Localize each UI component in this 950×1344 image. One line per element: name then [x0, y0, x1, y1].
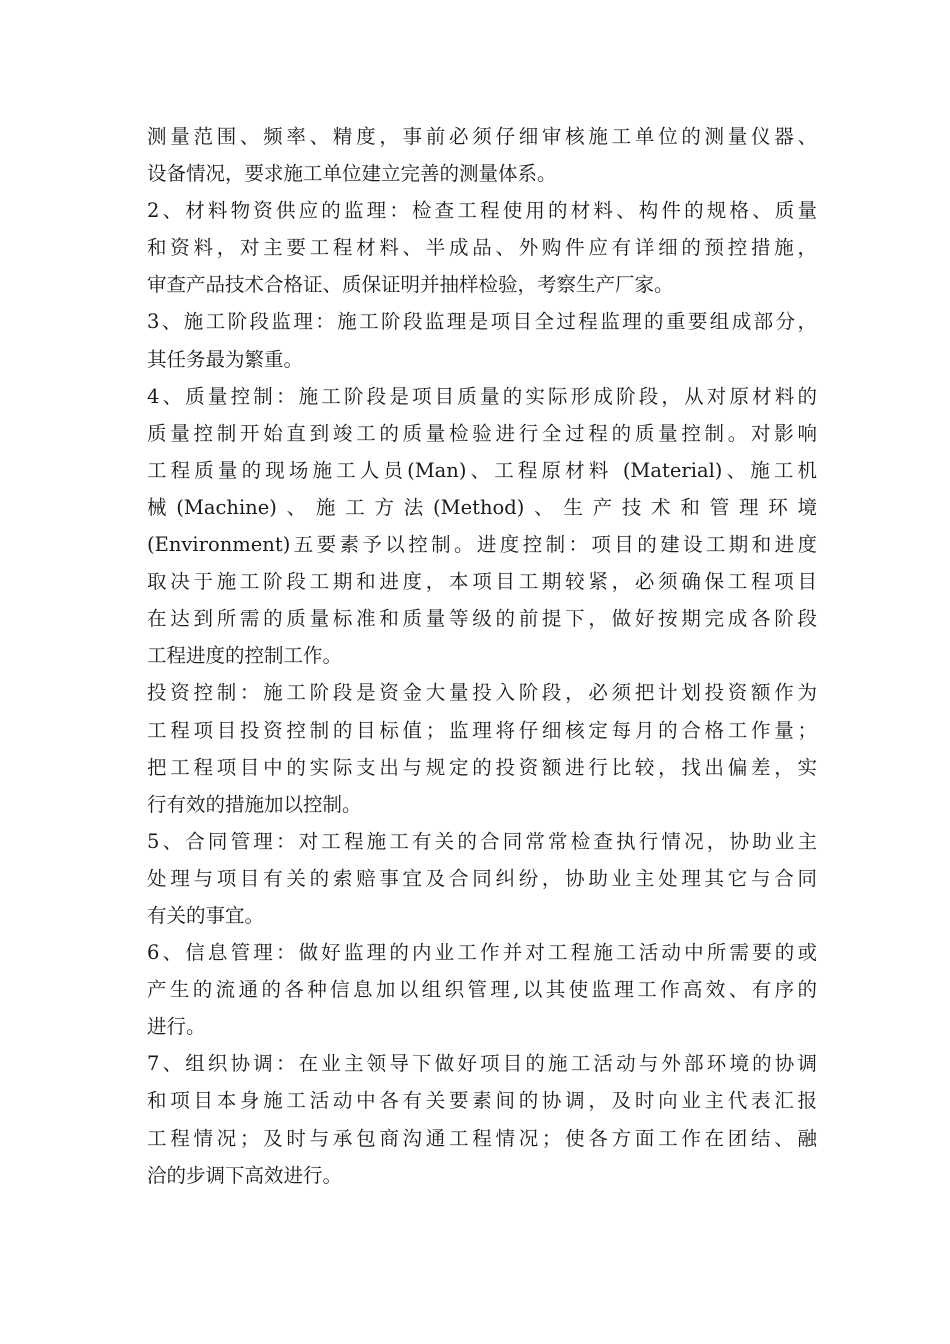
text-line: 工程情况；及时与承包商沟通工程情况；使各方面工作在团结、融 [147, 1126, 817, 1150]
text-line: 2、材料物资供应的监理：检查工程使用的材料、构件的规格、质量 [147, 199, 817, 223]
text-line: 3、施工阶段监理：施工阶段监理是项目全过程监理的重要组成部分， [147, 310, 817, 334]
text-line: (Environment)五要素予以控制。进度控制：项目的建设工期和进度 [147, 533, 817, 557]
text-line: 工程质量的现场施工人员(Man)、工程原材料 (Material)、施工机 [147, 458, 817, 482]
text-line: 进行。 [147, 1015, 206, 1039]
text-line: 测量范围、频率、精度，事前必须仔细审核施工单位的测量仪器、 [147, 125, 817, 148]
text-line: 有关的事宜。 [147, 903, 265, 927]
text-line: 行有效的措施加以控制。 [147, 792, 362, 816]
text-line: 其任务最为繁重。 [147, 347, 304, 371]
text-line: 7、组织协调：在业主领导下做好项目的施工活动与外部环境的协调 [147, 1052, 817, 1076]
text-line: 械(Machine)、施工方法(Method)、生产技术和管理环境 [147, 495, 817, 519]
text-line: 审查产品技术合格证、质保证明并抽样检验，考察生产厂家。 [147, 273, 674, 297]
text-line: 6、信息管理：做好监理的内业工作并对工程施工活动中所需要的或 [147, 941, 817, 965]
text-line: 把工程项目中的实际支出与规定的投资额进行比较，找出偏差，实 [147, 755, 817, 779]
text-line: 取决于施工阶段工期和进度，本项目工期较紧，必须确保工程项目 [147, 570, 817, 594]
text-line: 工程进度的控制工作。 [147, 644, 343, 668]
text-line: 在达到所需的质量标准和质量等级的前提下，做好按期完成各阶段 [147, 607, 817, 631]
text-line: 和资料，对主要工程材料、半成品、外购件应有详细的预控措施， [147, 236, 817, 260]
text-line: 设备情况，要求施工单位建立完善的测量体系。 [147, 162, 557, 186]
text-line: 和项目本身施工活动中各有关要素间的协调，及时向业主代表汇报 [147, 1089, 817, 1113]
text-line: 4、质量控制：施工阶段是项目质量的实际形成阶段，从对原材料的 [147, 384, 817, 408]
document-body [147, 118, 817, 1194]
text-line: 5、合同管理：对工程施工有关的合同常常检查执行情况，协助业主 [147, 829, 817, 853]
text-line: 投资控制：施工阶段是资金大量投入阶段，必须把计划投资额作为 [147, 681, 817, 705]
text-line: 处理与项目有关的索赔事宜及合同纠纷，协助业主处理其它与合同 [147, 866, 817, 890]
text-line: 洽的步调下高效进行。 [147, 1163, 343, 1187]
text-line: 产生的流通的各种信息加以组织管理,以其使监理工作高效、有序的 [147, 978, 817, 1002]
text-line: 质量控制开始直到竣工的质量检验进行全过程的质量控制。对影响 [147, 421, 817, 445]
text-line: 工程项目投资控制的目标值；监理将仔细核定每月的合格工作量； [147, 718, 817, 742]
